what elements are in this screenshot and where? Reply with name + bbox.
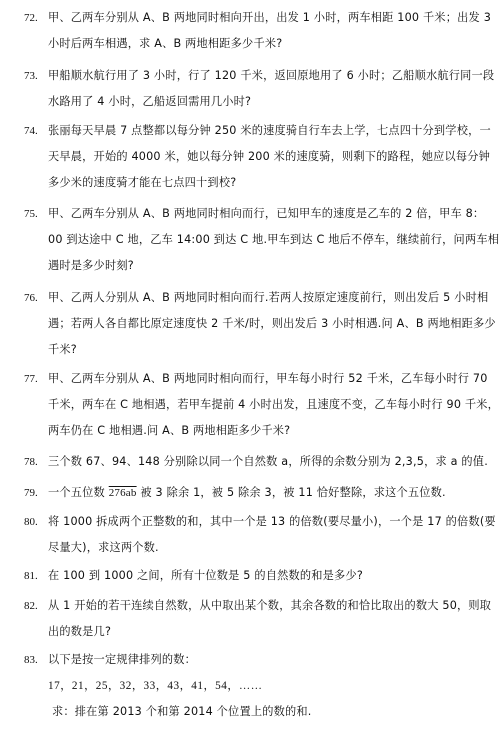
- question-number: 77.: [24, 373, 38, 385]
- text-line: 千米，两车在 C 地相遇，若甲车提前 4 小时出发，且速度不变，乙车每小时行 90 千米，: [48, 398, 500, 411]
- question-number: 79.: [24, 487, 38, 499]
- question-number: 73.: [24, 70, 38, 82]
- text-line: 从 1 开始的若干连续自然数，从中取出某个数，其余各数的和恰比取出的数大 50，则取: [48, 599, 492, 612]
- question-text: [48, 366, 500, 444]
- text-line: 甲船顺水航行用了 3 小时，行了 120 千米，返回原地用了 6 小时；乙船顺水航行同一段: [48, 69, 495, 82]
- text-line: 尽量大)，求这两个数.: [48, 541, 159, 554]
- text-line: 遇时是多少时刻?: [48, 259, 134, 272]
- question-number: 83.: [24, 654, 38, 666]
- text-line: 甲、乙两车分别从 A、B 两地同时相向而行，甲车每小时行 52 千米，乙车每小时行 70: [48, 372, 488, 385]
- text-line: 多少米的速度骑才能在七点四十到校?: [48, 176, 237, 189]
- question-text: [48, 449, 488, 475]
- text-line: 张丽每天早晨 7 点整都以每分钟 250 米的速度骑自行车去上学，七点四十分到学校，一: [48, 124, 491, 137]
- question-number: 78.: [24, 456, 38, 468]
- question-text: [48, 5, 492, 57]
- question-ask: 求：排在第 2013 个和第 2014 个位置上的数的和.: [52, 705, 312, 718]
- question-text: [48, 593, 492, 645]
- question-number: 81.: [24, 570, 38, 582]
- overlined-number: 276ab: [108, 487, 137, 499]
- text-line: 小时后两车相遇，求 A、B 两地相距多少千米?: [48, 37, 283, 50]
- question-number: 75.: [24, 208, 38, 220]
- text-line: 00 到达途中 C 地，乙车 14:00 到达 C 地.甲车到达 C 地后不停车，继续前行，问两车相: [48, 233, 500, 246]
- question-number: 80.: [24, 516, 38, 528]
- number-sequence: 17，21，25，32，33，43，41，54，……: [48, 680, 263, 692]
- question-text: [48, 563, 468, 589]
- text-line: 以下是按一定规律排列的数：: [48, 653, 197, 666]
- question-number: 72.: [24, 12, 38, 24]
- text-line: 出的数是几?: [48, 625, 112, 638]
- question-text: [48, 118, 491, 196]
- text-segment: 被 3 除余 1，被 5 除余 3，被 11 恰好整除，求这个五位数.: [136, 486, 446, 499]
- text-line: 甲、乙两车分别从 A、B 两地同时相向开出，出发 1 小时，两车相距 100 千米；出发 3: [48, 11, 492, 24]
- question-number: 76.: [24, 292, 38, 304]
- text-line: 水路用了 4 小时，乙船返回需用几小时?: [48, 95, 252, 108]
- text-line: 两车仍在 C 地相遇.问 A、B 两地相距多少千米?: [48, 424, 291, 437]
- text-line: 三个数 67、94、148 分别除以同一个自然数 a，所得的余数分别为 2,3,5，求 a 的值.: [48, 455, 488, 468]
- question-text: [48, 480, 468, 506]
- question-text: [48, 647, 468, 725]
- question-number: 74.: [24, 125, 38, 137]
- text-line: 遇；若两人各自都比原定速度快 2 千米/时，则出发后 3 小时相遇.问 A、B 两地相距多少: [48, 317, 496, 330]
- text-line: [48, 480, 468, 506]
- text-line: 甲、乙两人分别从 A、B 两地同时相向而行.若两人按原定速度前行，则出发后 5 小时相: [48, 291, 489, 304]
- text-line: 在 100 到 1000 之间，所有十位数是 5 的自然数的和是多少?: [48, 569, 363, 582]
- text-line: 甲、乙两车分别从 A、B 两地同时相向而行，已知甲车的速度是乙车的 2 倍，甲车 8：: [48, 207, 485, 220]
- question-number: 82.: [24, 600, 38, 612]
- text-line: 千米?: [48, 343, 77, 356]
- text-segment: 一个五位数: [48, 486, 109, 499]
- question-text: [48, 509, 496, 561]
- question-text: [48, 63, 495, 115]
- text-line: 将 1000 拆成两个正整数的和，其中一个是 13 的倍数(要尽量小)，一个是 17 的倍数(要: [48, 515, 496, 528]
- question-text: [48, 285, 496, 363]
- question-text: [48, 201, 500, 279]
- text-line: 天早晨，开始的 4000 米，她以每分钟 200 米的速度骑，则剩下的路程，她应以每分钟: [48, 150, 491, 163]
